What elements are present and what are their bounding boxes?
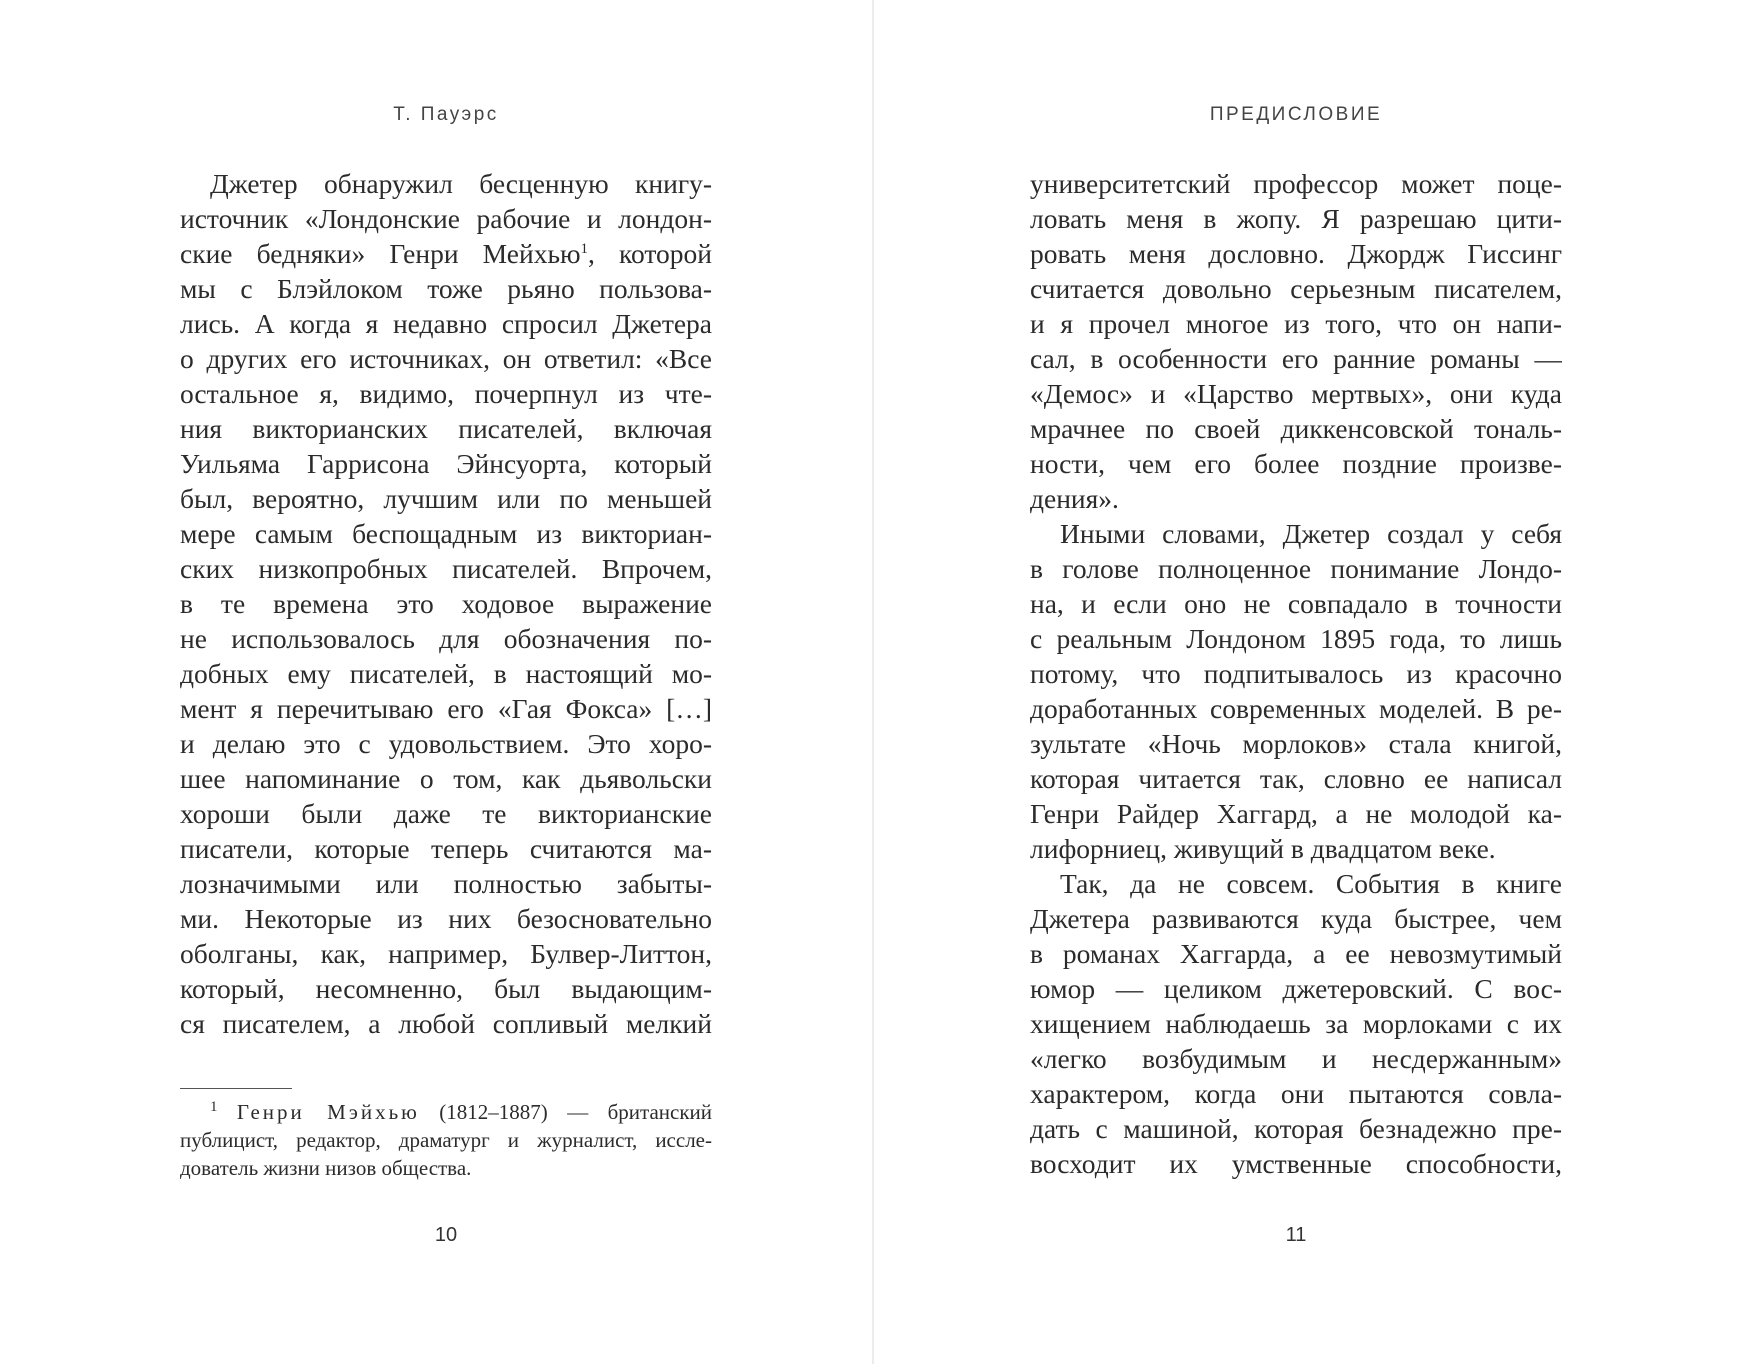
text-line: Иными словами, Джетер создал у себя [1060,518,1562,549]
text-line: Джетера развиваются куда быстрее, чем [1030,903,1562,934]
footnote-name: Генри Мэйхью [236,1100,420,1124]
right-page-number: 11 [1285,1224,1307,1246]
text-line: доработанных современных моделей. В ре- [1030,693,1562,724]
text-line: лись. А когда я недавно спросил Джетера [180,308,712,339]
text-line: «Демос» и «Царство мертвых», они куда [1030,378,1562,409]
footnote [180,1098,712,1182]
text-line: в голове полноценное понимание Лондо- [1030,553,1562,584]
footnote-text: (1812–1887) — британский [439,1100,712,1124]
text-line: считается довольно серьезным писателем, [1030,273,1562,304]
text-fragment: , которой [588,238,712,269]
left-running-head: Т. Пауэрс [393,104,499,125]
text-line: Так, да не совсем. События в книге [1060,868,1562,899]
text-line: которая читается так, словно ее написал [1030,763,1562,794]
text-line: не использовалось для обозначения по- [180,623,712,654]
text-line: с реальным Лондоном 1895 года, то лишь [1030,623,1562,654]
text-line: ских низкопробных писателей. Впрочем, [180,553,712,584]
footnote-line [180,1098,712,1126]
text-line: Уильяма Гаррисона Эйнсуорта, который [180,448,712,479]
text-line: характером, когда они пытаются совла- [1030,1078,1562,1109]
text-line: ности, чем его более поздние произве- [1030,448,1562,479]
text-line: который, несомненно, был выдающим- [180,973,712,1004]
footnote-line: дователь жизни низов общества. [180,1156,472,1180]
text-line: «легко возбудимым и несдержанным» [1030,1043,1562,1074]
right-page [873,0,1746,1364]
footnote-divider [180,1088,292,1089]
text-line: лозначимыми или полностью забыты- [180,868,712,899]
text-line: добных ему писателей, в настоящий мо- [180,658,712,689]
text-line: ровать меня дословно. Джордж Гиссинг [1030,238,1562,269]
text-line: остальное я, видимо, почерпнул из чте- [180,378,712,409]
text-line: ловать меня в жопу. Я разрешаю цити- [1030,203,1562,234]
text-line: лифорниец, живущий в двадцатом веке. [1030,833,1496,864]
text-line: был, вероятно, лучшим или по меньшей [180,483,712,514]
text-line: университетский профессор может поце- [1030,168,1562,199]
text-line: ся писателем, а любой сопливый мелкий [180,1008,712,1039]
right-body-text [1030,166,1562,1181]
text-line: Генри Райдер Хаггард, а не молодой ка- [1030,798,1562,829]
text-line: ния викторианских писателей, включая [180,413,712,444]
text-line: сал, в особенности его ранние романы — [1030,343,1562,374]
text-line: восходит их умственные способности, [1030,1148,1562,1179]
text-fragment: ские бедняки» Генри Мейхью [180,238,581,269]
text-line: писатели, которые теперь считаются ма- [180,833,712,864]
text-line: мере самым беспощадным из викториан- [180,518,712,549]
text-line: шее напоминание о том, как дьявольски [180,763,712,794]
text-line: юмор — целиком джетеровский. С вос- [1030,973,1562,1004]
text-line: зультате «Ночь морлоков» стала книгой, [1030,728,1562,759]
text-line: Джетер обнаружил бесценную книгу- [210,168,712,199]
text-line: дать с машиной, которая безнадежно пре- [1030,1113,1562,1144]
text-line: потому, что подпитывалось из красочно [1030,658,1562,689]
footnote-marker: 1 [210,1099,218,1115]
text-line: ми. Некоторые из них безосновательно [180,903,712,934]
text-line: источник «Лондонские рабочие и лондон- [180,203,712,234]
text-line: и делаю это с удовольствием. Это хоро- [180,728,712,759]
text-line: дения». [1030,483,1119,514]
text-line-with-footnote [180,236,712,271]
text-line: мрачнее по своей диккенсовской тональ- [1030,413,1562,444]
text-line: на, и если оно не совпадало в точности [1030,588,1562,619]
right-running-head: ПРЕДИСЛОВИЕ [1209,104,1383,125]
left-body-text [180,166,712,1041]
text-line: хороши были даже те викторианские [180,798,712,829]
footnote-line: публицист, редактор, драматург и журналист, иссле- [180,1128,712,1152]
text-line: в романах Хаггарда, а ее невозмутимый [1030,938,1562,969]
left-page-number: 10 [434,1224,458,1246]
text-line: в те времена это ходовое выражение [180,588,712,619]
text-line: хищением наблюдаешь за морлоками с их [1030,1008,1562,1039]
text-line: оболганы, как, например, Булвер-Литтон, [180,938,712,969]
text-line: и я прочел многое из того, что он напи- [1030,308,1562,339]
text-line: мент я перечитываю его «Гая Фокса» […] [180,693,712,724]
text-line: мы с Блэйлоком тоже рьяно пользова- [180,273,712,304]
left-page [0,0,873,1364]
footnote-reference[interactable]: 1 [580,240,589,257]
text-line: о других его источниках, он ответил: «Все [180,343,712,374]
